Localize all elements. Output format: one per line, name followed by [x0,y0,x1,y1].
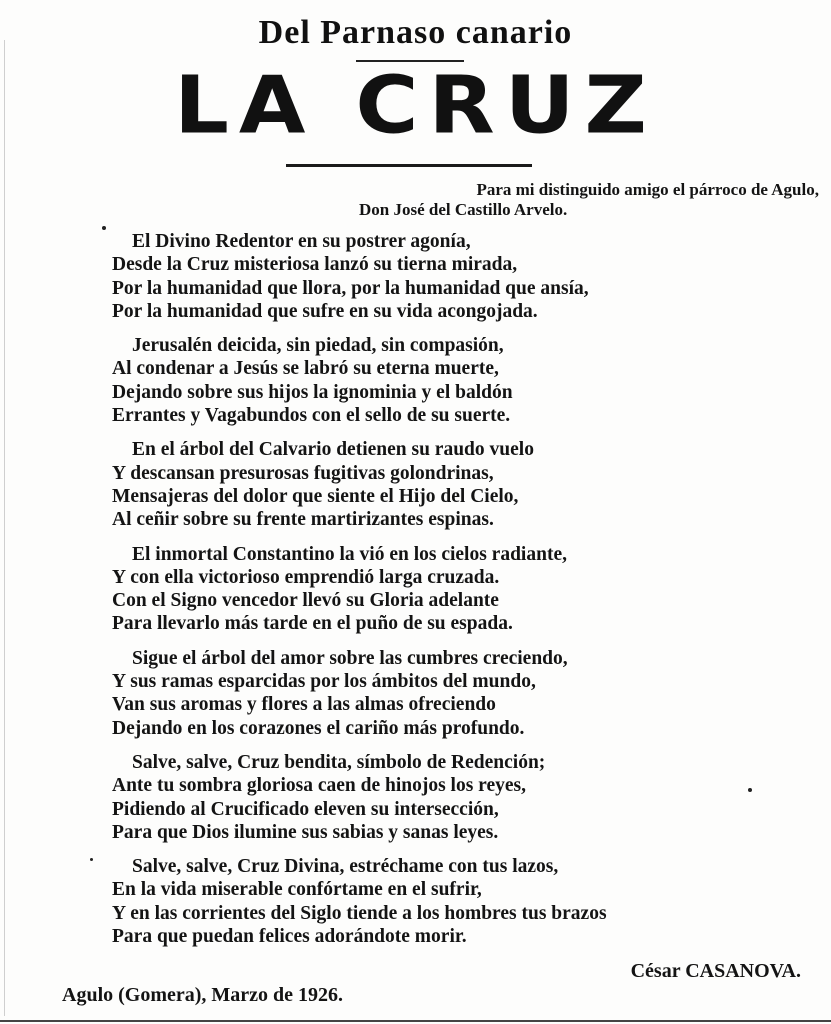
poem-line: Por la humanidad que llora, por la humanidad que ansía, [112,277,589,299]
stanza [112,543,812,636]
stanza [112,751,812,844]
poem-line: Para que Dios ilumine sus sabias y sanas leyes. [112,821,499,843]
poem-line: Para que puedan felices adorándote morir. [112,926,467,948]
poem-line: Mensajeras del dolor que siente el Hijo del Cielo, [112,485,519,507]
scan-edge-bottom [0,1020,831,1022]
poem-line: Van sus aromas y flores a las almas ofreciendo [112,694,496,716]
place-and-date: Agulo (Gomera), Marzo de 1926. [62,984,344,1006]
poem-line: Y sus ramas esparcidas por los ámbitos del mundo, [112,671,536,693]
section-heading: Del Parnaso canario [258,14,573,51]
poem-line: Por la humanidad que sufre en su vida acongojada. [112,300,538,322]
poem-line: Y descansan presurosas fugitivas golondrinas, [112,462,494,484]
poem-line: Errantes y Vagabundos con el sello de su suerte. [112,405,511,427]
poem-line: Salve, salve, Cruz Divina, estréchame con tus lazos, [132,856,559,878]
ink-speck [748,788,752,792]
dedication [359,180,819,220]
dedication-line: Don José del Castillo Arvelo. [359,200,568,219]
poem-line: En el árbol del Calvario detienen su raudo vuelo [132,439,534,461]
poem-line: Salve, salve, Cruz bendita, símbolo de Redención; [132,751,546,773]
poem-body [112,230,812,959]
poem-line: Y con ella victorioso emprendió larga cruzada. [112,566,500,588]
title-divider [286,164,532,167]
ink-speck [90,858,93,861]
poem-line: El inmortal Constantino la vió en los cielos radiante, [132,543,567,565]
poem-line: Ante tu sombra gloriosa caen de hinojos los reyes, [112,775,527,797]
stanza [112,334,812,427]
poem-line: Al condenar a Jesús se labró su eterna muerte, [112,358,499,380]
poem-line: Desde la Cruz misteriosa lanzó su tierna mirada, [112,254,518,276]
poem-line: Para llevarlo más tarde en el puño de su espada. [112,613,513,635]
stanza [112,230,812,323]
poem-line: Con el Signo vencedor llevó su Gloria adelante [112,590,499,612]
poem-line: En la vida miserable confórtame en el sufrir, [112,879,482,901]
poem-line: Sigue el árbol del amor sobre las cumbres creciendo, [132,647,568,669]
stanza [112,647,812,740]
poem-line: Pidiendo al Crucificado eleven su intersección, [112,798,499,820]
poem-title: LA CRUZ [174,60,657,152]
author-signature: César CASANOVA. [630,960,801,982]
poem-line: Al ceñir sobre su frente martirizantes espinas. [112,509,494,531]
poem-line: Jerusalén deicida, sin piedad, sin compasión, [132,335,504,357]
stanza [112,855,812,948]
poem-line: El Divino Redentor en su postrer agonía, [132,231,471,252]
dedication-line: Para mi distinguido amigo el párroco de Agulo, [476,180,819,199]
stanza [112,438,812,531]
poem-line: Y en las corrientes del Siglo tiende a los hombres tus brazos [112,902,607,924]
scan-edge-left [4,40,5,1016]
ink-speck [102,226,106,230]
poem-line: Dejando sobre sus hijos la ignominia y el baldón [112,381,513,403]
poem-line: Dejando en los corazones el cariño más profundo. [112,717,525,739]
